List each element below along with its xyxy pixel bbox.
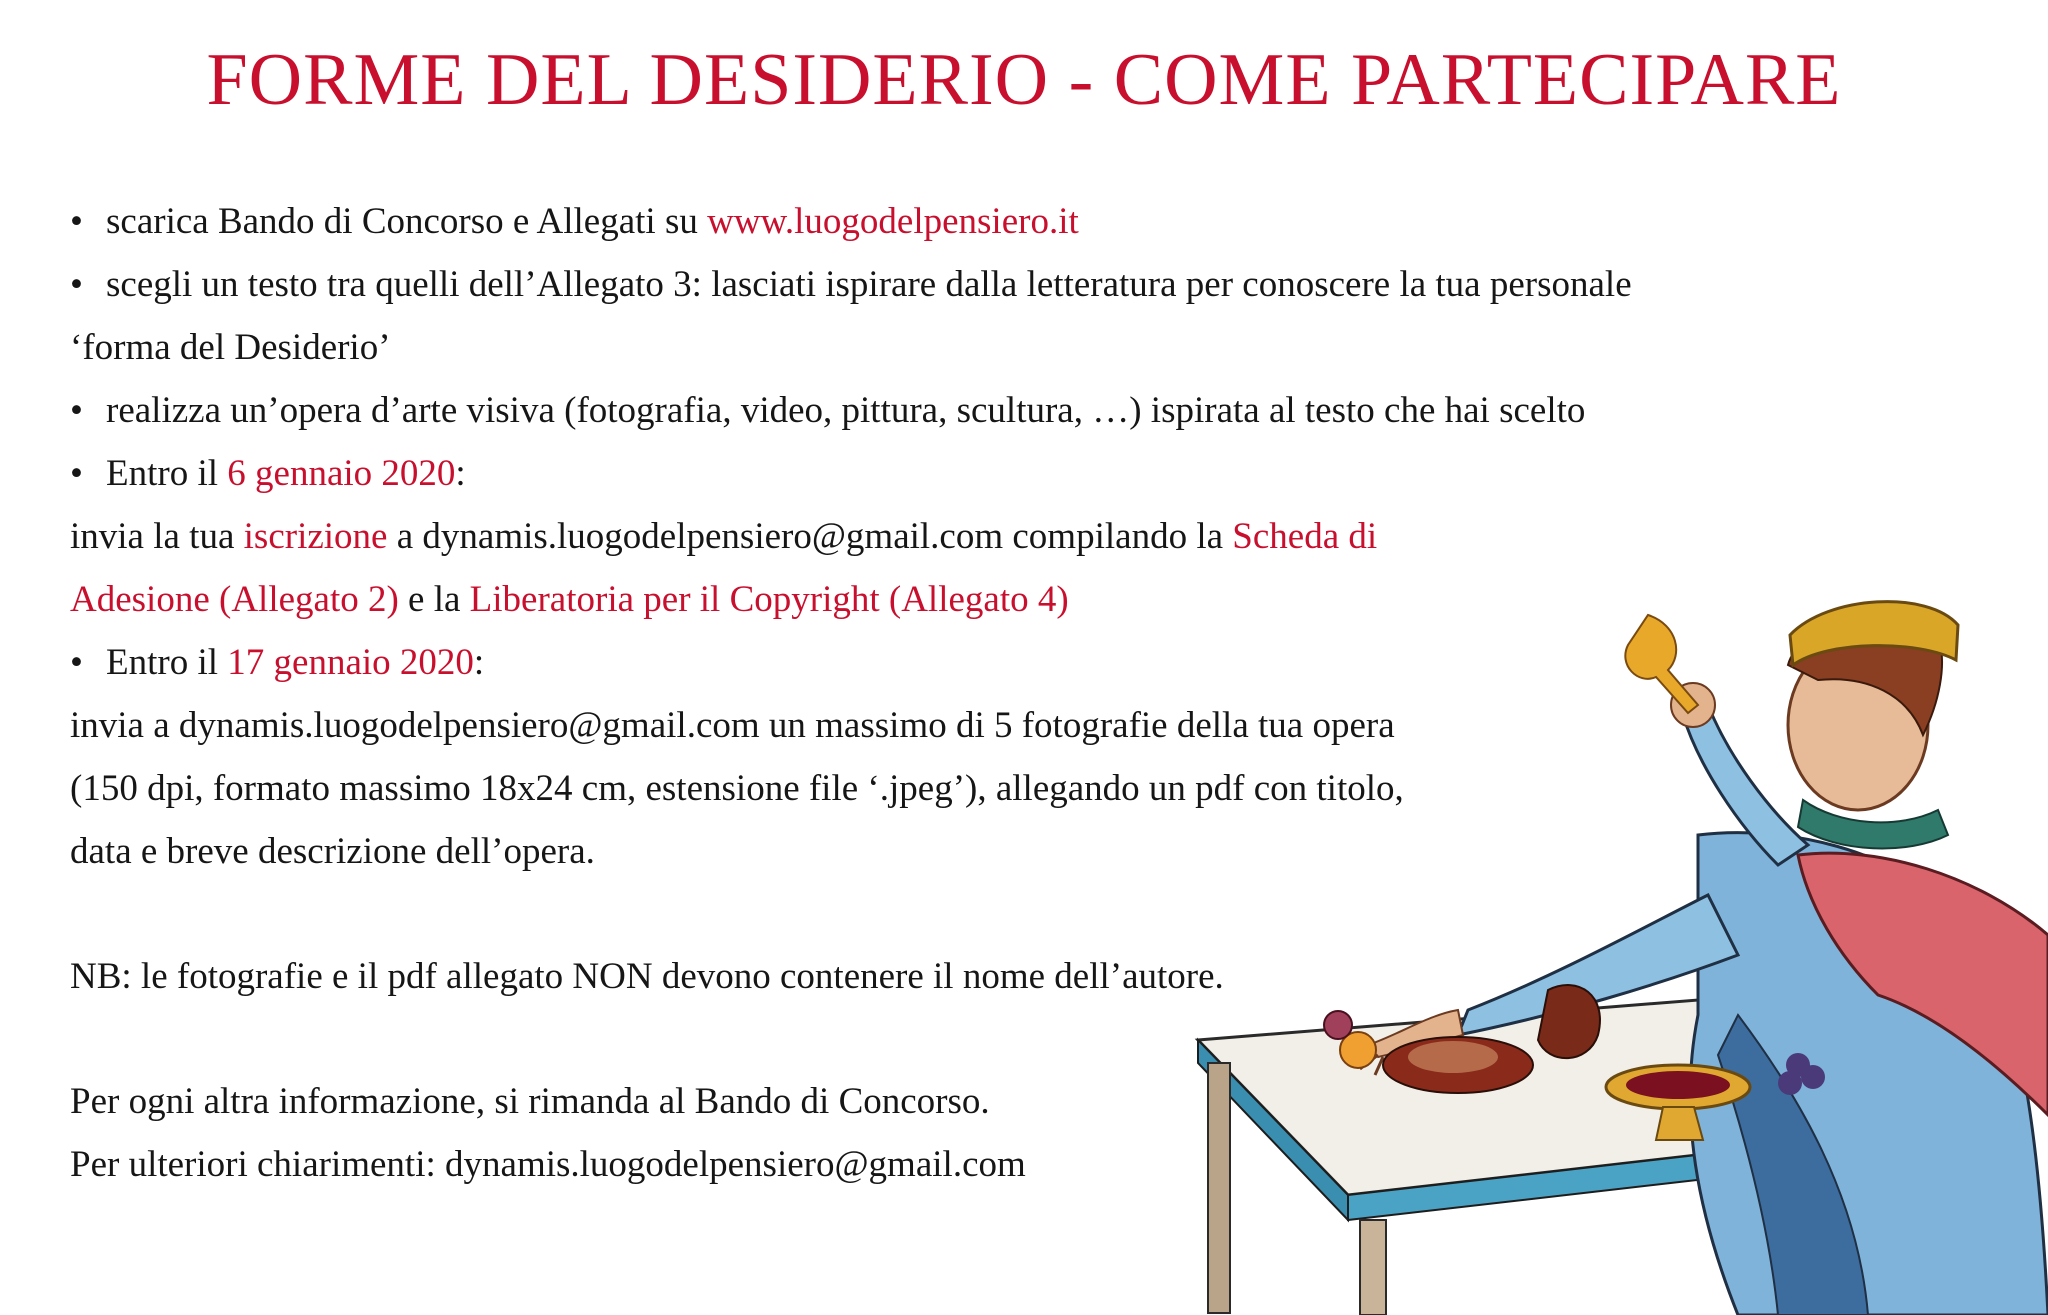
website-link[interactable]: www.luogodelpensiero.it	[707, 201, 1079, 242]
step-download: • scarica Bando di Concorso e Allegati su www.luogodelpensiero.it	[70, 190, 1930, 253]
footer-info: Per ogni altra informazione, si rimanda al Bando di Concorso.	[70, 1081, 990, 1122]
submission-line-3: data e breve descrizione dell’opera.	[70, 831, 595, 872]
page-title: FORME DEL DESIDERIO - COME PARTECIPARE	[206, 39, 1842, 121]
deadline-date: 6 gennaio 2020	[227, 453, 456, 494]
deadline-date: 17 gennaio 2020	[227, 642, 474, 683]
submission-line-2: (150 dpi, formato massimo 18x24 cm, estensione file ‘.jpeg’), allegando un pdf con titolo,	[70, 768, 1404, 809]
deadline-registration: • Entro il 6 gennaio 2020:	[70, 442, 1930, 505]
step-create: • realizza un’opera d’arte visiva (fotografia, video, pittura, scultura, …) ispirata al testo che hai scelto	[70, 379, 1930, 442]
bullet: •	[70, 264, 83, 305]
bullet: •	[70, 642, 83, 683]
bullet: •	[70, 201, 83, 242]
registration-instructions-continued: Adesione (Allegato 2) e la Liberatoria per il Copyright (Allegato 4)	[70, 579, 1069, 620]
registration-link[interactable]: iscrizione	[243, 516, 388, 557]
deadline-submission: • Entro il 17 gennaio 2020:	[70, 631, 1930, 694]
membership-form-link[interactable]: Scheda di	[1232, 516, 1378, 557]
banquet-figure-illustration	[1178, 595, 2048, 1315]
submission-line-1: invia a dynamis.luogodelpensiero@gmail.com un massimo di 5 fotografie della tua opera	[70, 705, 1395, 746]
footer-contact: Per ulteriori chiarimenti: dynamis.luogodelpensiero@gmail.com	[70, 1144, 1026, 1185]
registration-instructions: invia la tua iscrizione a dynamis.luogodelpensiero@gmail.com compilando la Scheda di	[70, 516, 1378, 557]
step-choose: • scegli un testo tra quelli dell’Allegato 3: lasciati ispirare dalla letteratura per conoscere la tua personale	[70, 253, 1930, 316]
bullet: •	[70, 453, 83, 494]
copyright-release-link[interactable]: Liberatoria per il Copyright (Allegato 4)	[469, 579, 1069, 620]
note: NB: le fotografie e il pdf allegato NON devono contenere il nome dell’autore.	[70, 956, 1224, 997]
bullet: •	[70, 390, 83, 431]
step-choose-continued: ‘forma del Desiderio’	[70, 327, 391, 368]
membership-form-link-cont[interactable]: Adesione (Allegato 2)	[70, 579, 399, 620]
